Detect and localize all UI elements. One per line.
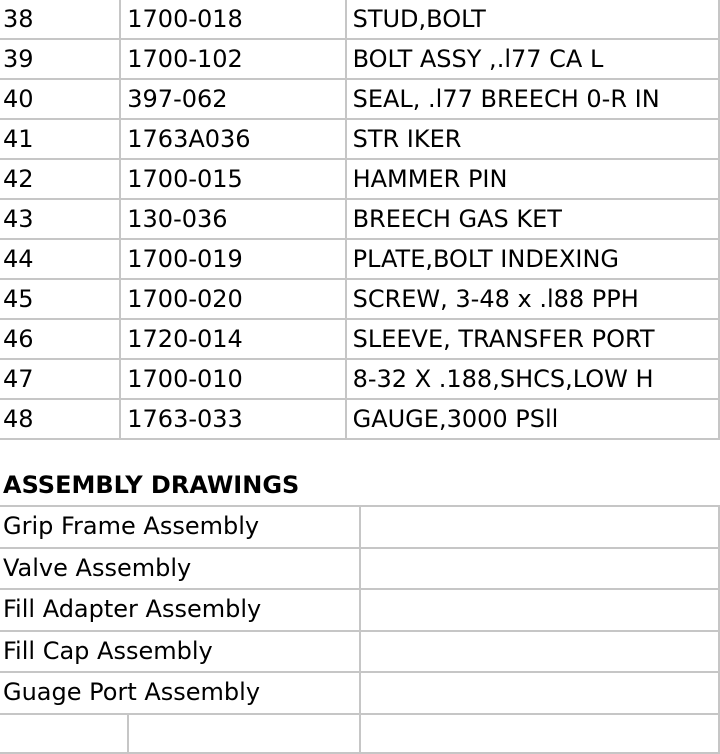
- item-number-cell[interactable]: 44: [0, 239, 120, 279]
- description-cell[interactable]: STUD,BOLT: [346, 0, 719, 39]
- table-row[interactable]: [0, 239, 719, 279]
- assembly-drawings-table: [0, 505, 720, 754]
- empty-cell[interactable]: [360, 672, 719, 714]
- item-number-cell[interactable]: 48: [0, 399, 120, 439]
- part-number-cell[interactable]: 1700-010: [120, 359, 345, 399]
- empty-cell[interactable]: [0, 714, 128, 754]
- empty-cell[interactable]: [360, 548, 719, 590]
- assembly-name-cell[interactable]: Valve Assembly: [0, 548, 360, 590]
- table-row[interactable]: [0, 39, 719, 79]
- table-row[interactable]: [0, 589, 719, 631]
- empty-cell[interactable]: [360, 506, 719, 548]
- table-row[interactable]: [0, 399, 719, 439]
- empty-cell[interactable]: [360, 714, 719, 754]
- part-number-cell[interactable]: 130-036: [120, 199, 345, 239]
- item-number-cell[interactable]: 40: [0, 79, 120, 119]
- item-number-cell[interactable]: 38: [0, 0, 120, 39]
- item-number-cell[interactable]: 46: [0, 319, 120, 359]
- description-cell[interactable]: SLEEVE, TRANSFER PORT: [346, 319, 719, 359]
- empty-cell[interactable]: [360, 631, 719, 673]
- part-number-cell[interactable]: 397-062: [120, 79, 345, 119]
- part-number-cell[interactable]: 1700-102: [120, 39, 345, 79]
- description-cell[interactable]: HAMMER PIN: [346, 159, 719, 199]
- description-cell[interactable]: 8-32 X .188,SHCS,LOW H: [346, 359, 719, 399]
- table-row[interactable]: [0, 631, 719, 673]
- table-row[interactable]: [0, 199, 719, 239]
- assembly-name-cell[interactable]: Fill Adapter Assembly: [0, 589, 360, 631]
- assembly-drawings-heading: ASSEMBLY DRAWINGS: [3, 471, 300, 499]
- item-number-cell[interactable]: 42: [0, 159, 120, 199]
- table-row[interactable]: [0, 319, 719, 359]
- assembly-name-cell[interactable]: Grip Frame Assembly: [0, 506, 360, 548]
- part-number-cell[interactable]: 1763A036: [120, 119, 345, 159]
- item-number-cell[interactable]: 41: [0, 119, 120, 159]
- empty-cell[interactable]: [128, 714, 360, 754]
- item-number-cell[interactable]: 45: [0, 279, 120, 319]
- description-cell[interactable]: SCREW, 3-48 x .l88 PPH: [346, 279, 719, 319]
- item-number-cell[interactable]: 43: [0, 199, 120, 239]
- table-row[interactable]: [0, 359, 719, 399]
- description-cell[interactable]: BREECH GAS KET: [346, 199, 719, 239]
- table-row[interactable]: [0, 672, 719, 714]
- item-number-cell[interactable]: 47: [0, 359, 120, 399]
- part-number-cell[interactable]: 1700-019: [120, 239, 345, 279]
- part-number-cell[interactable]: 1700-020: [120, 279, 345, 319]
- assembly-name-cell[interactable]: Guage Port Assembly: [0, 672, 360, 714]
- part-number-cell[interactable]: 1720-014: [120, 319, 345, 359]
- table-row[interactable]: [0, 79, 719, 119]
- description-cell[interactable]: GAUGE,3000 PSll: [346, 399, 719, 439]
- assembly-name-cell[interactable]: Fill Cap Assembly: [0, 631, 360, 673]
- description-cell[interactable]: STR IKER: [346, 119, 719, 159]
- description-cell[interactable]: BOLT ASSY ,.l77 CA L: [346, 39, 719, 79]
- description-cell[interactable]: PLATE,BOLT INDEXING: [346, 239, 719, 279]
- item-number-cell[interactable]: 39: [0, 39, 120, 79]
- empty-cell[interactable]: [360, 589, 719, 631]
- table-row[interactable]: [0, 159, 719, 199]
- part-number-cell[interactable]: 1700-015: [120, 159, 345, 199]
- table-row[interactable]: [0, 548, 719, 590]
- table-row[interactable]: [0, 714, 719, 754]
- description-cell[interactable]: SEAL, .l77 BREECH 0-R IN: [346, 79, 719, 119]
- table-row[interactable]: [0, 506, 719, 548]
- table-row[interactable]: [0, 119, 719, 159]
- part-number-cell[interactable]: 1700-018: [120, 0, 345, 39]
- table-row[interactable]: [0, 0, 719, 39]
- part-number-cell[interactable]: 1763-033: [120, 399, 345, 439]
- table-row[interactable]: [0, 279, 719, 319]
